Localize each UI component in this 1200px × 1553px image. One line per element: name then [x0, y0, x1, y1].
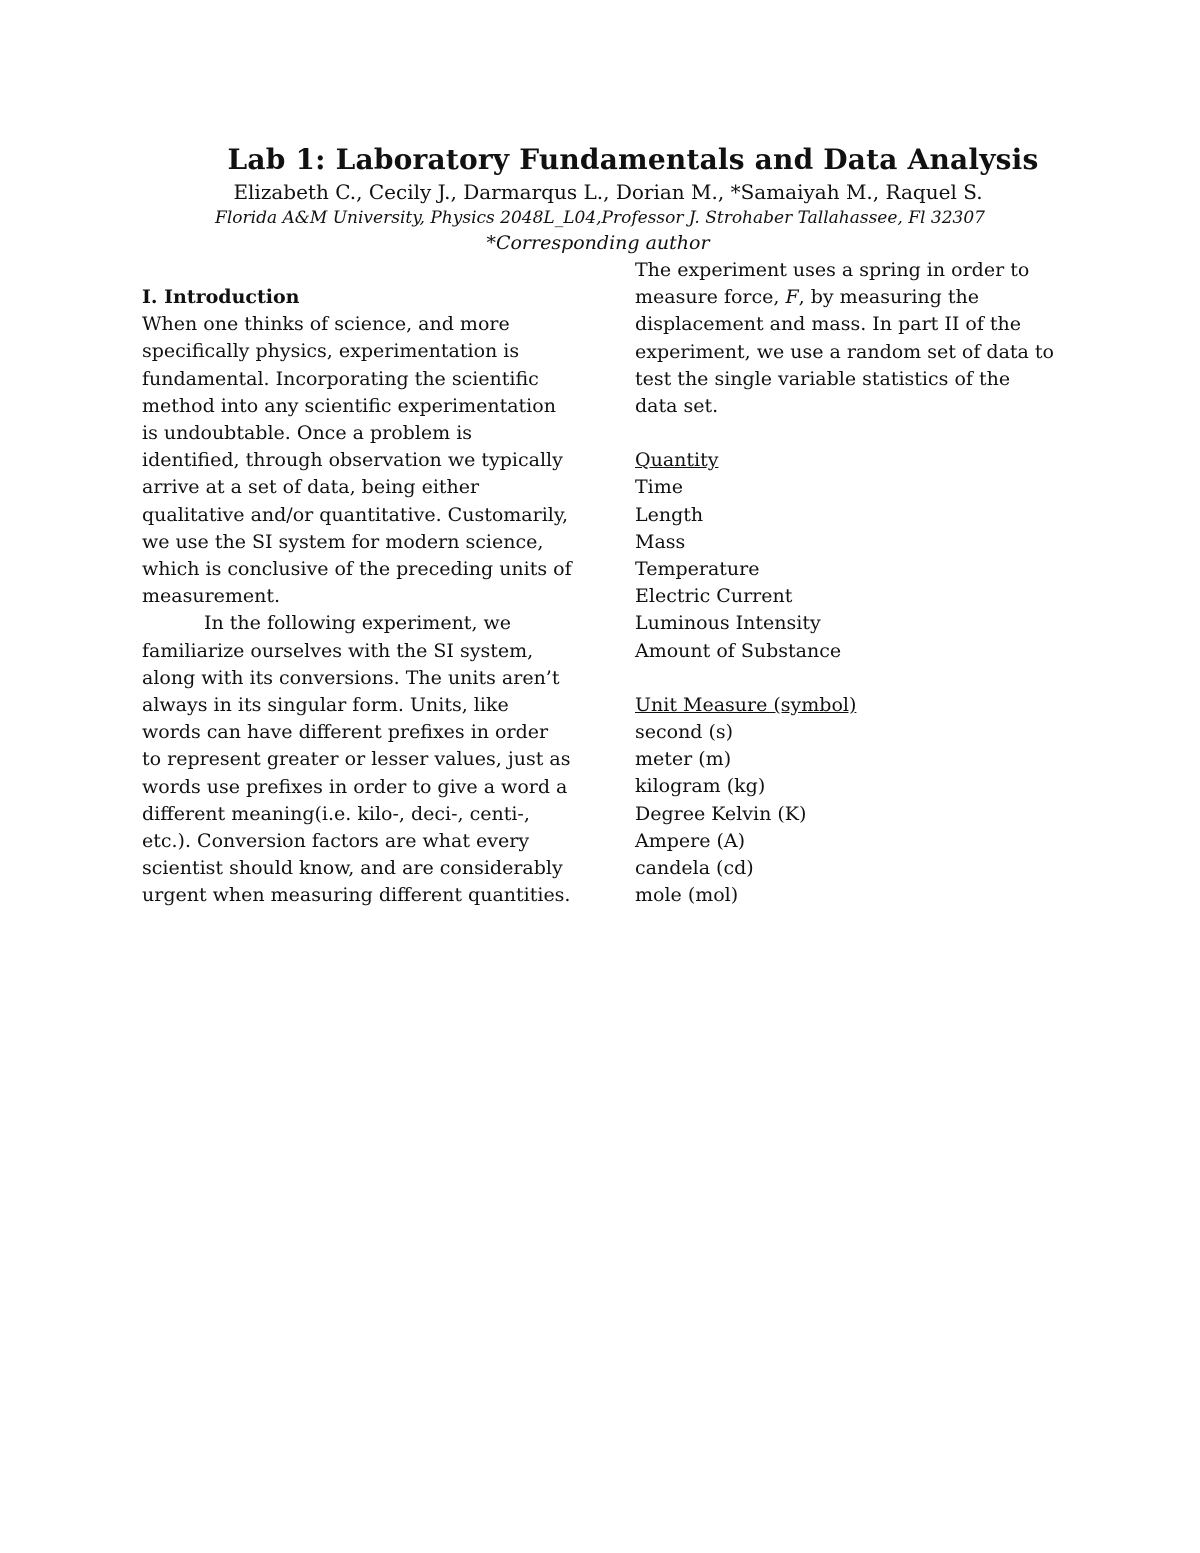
left-column	[142, 284, 572, 910]
unit-item: meter (m)	[635, 748, 732, 771]
section-heading-introduction: I. Introduction	[142, 286, 300, 308]
quantity-item: Luminous Intensity	[635, 612, 821, 635]
unit-item: Ampere (A)	[635, 829, 746, 852]
experiment-paragraph	[635, 257, 1055, 420]
quantity-heading: Quantity	[635, 449, 719, 472]
unit-list-block	[635, 692, 1055, 910]
quantity-item: Amount of Substance	[635, 639, 842, 662]
unit-item: Degree Kelvin (K)	[635, 802, 807, 825]
quantity-item: Temperature	[635, 558, 760, 581]
author-list: Elizabeth C., Cecily J., Darmarqus L., Dorian M., *Samaiyah M., Raquel S.	[233, 180, 983, 204]
intro-paragraph-2: In the following experiment, we familiarize ourselves with the SI system, along with its conversions. The units aren’t always in its singular form. Units, like words can have different prefixes in order to represent greater or lesser values, just as words use prefixes in order to give a word a different meaning(i.e. kilo-, deci-, centi-, etc.). Conversion factors are what every scientist should know, and are considerably urgent when measuring different quantities.	[142, 612, 571, 907]
experiment-text-after: , by measuring the displacement and mass. In part II of the experiment, we use a random set of data to test the single variable statistics of the data set.	[635, 286, 1054, 418]
quantity-list	[635, 474, 1055, 664]
quantity-item: Length	[635, 503, 704, 526]
quantity-list-block	[635, 447, 1055, 665]
document-title: Lab 1: Laboratory Fundamentals and Data Analysis	[227, 143, 1039, 176]
affiliation: Florida A&M University, Physics 2048L_L04,Professor J. Strohaber Tallahassee, Fl 32307	[215, 208, 985, 228]
unit-item: mole (mol)	[635, 884, 739, 907]
quantity-item: Time	[635, 476, 684, 499]
unit-list	[635, 719, 1055, 909]
corresponding-author-note: *Corresponding author	[486, 232, 710, 254]
right-column	[635, 257, 1055, 909]
quantity-item: Mass	[635, 530, 686, 553]
intro-paragraph-1: When one thinks of science, and more specifically physics, experimentation is fundamental. Incorporating the scientific method into any scientific experimentation is undoubtable. Once a problem is identified, through observation we typically arrive at a set of data, being either qualitative and/or quantitative. Customarily, we use the SI system for modern science, which is conclusive of the preceding units of measurement.	[142, 313, 572, 608]
force-symbol: F	[785, 286, 799, 309]
unit-item: candela (cd)	[635, 857, 754, 880]
unit-item: second (s)	[635, 721, 734, 744]
experiment-text-before: The experiment uses a spring in order to measure force,	[635, 259, 1030, 309]
unit-item: kilogram (kg)	[635, 775, 766, 798]
quantity-item: Electric Current	[635, 585, 793, 608]
unit-heading: Unit Measure (symbol)	[635, 693, 857, 716]
